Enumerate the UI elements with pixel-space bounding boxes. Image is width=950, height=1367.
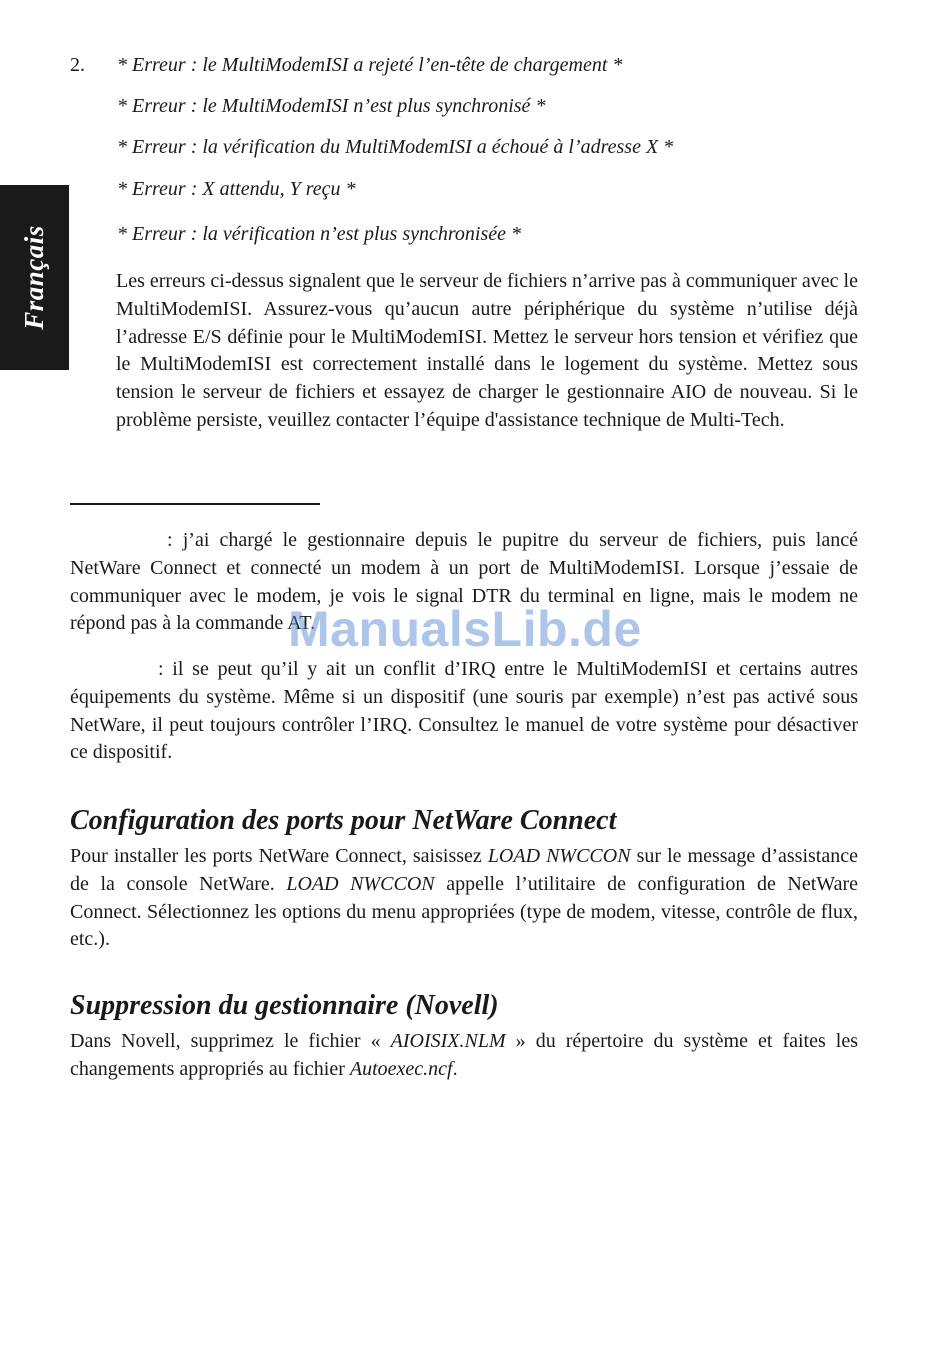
error-message-4: * Erreur : X attendu, Y reçu * bbox=[117, 178, 356, 200]
watermark: ManualsLib.de bbox=[288, 601, 642, 657]
removal-file-1: AIOISIX.NLM bbox=[390, 1030, 506, 1052]
config-command-2: LOAD NWCCON bbox=[286, 872, 435, 895]
removal-text-2: » du répertoire du système et faites les changements appropriés au fichier bbox=[70, 1030, 859, 1080]
removal-file-2: Autoexec.ncf bbox=[349, 1057, 453, 1080]
config-text-3: appelle l’utilitaire de configuration de NetWare Connect. Sélectionnez les options du menu appropriées (type de modem, vitesse, contrôle de flux, etc.). bbox=[70, 872, 858, 951]
problem-text: : j’ai chargé le gestionnaire depuis le pupitre du serveur de fichiers, puis lancé NetWare Connect et connecté un modem à un port de MultiModemISI. Lorsque j’essaie de communiquer avec le modem, je vois le signal DTR du terminal en ligne, mais le modem ne répond pas à la commande AT. bbox=[70, 529, 858, 635]
removal-heading: Suppression du gestionnaire (Novell) bbox=[70, 990, 499, 1021]
solution-text: : il se peut qu’il y ait un conflit d’IRQ entre le MultiModemISI et certains autres équipements du système. Même si un dispositif (une souris par exemple) n’est pas activé sous NetWare, il peut toujours contrôler l’IRQ. Consultez le manuel de votre système pour désactiver ce dispositif. bbox=[70, 658, 858, 764]
config-paragraph bbox=[70, 843, 858, 954]
config-heading: Configuration des ports pour NetWare Connect bbox=[70, 805, 617, 836]
footnote-rule bbox=[70, 503, 320, 505]
config-command-1: LOAD NWCCON bbox=[487, 845, 631, 867]
language-tab-label: Français bbox=[19, 225, 49, 330]
solution-paragraph bbox=[70, 656, 858, 767]
error-message-3: * Erreur : la vérification du MultiModemISI a échoué à l’adresse X * bbox=[117, 136, 674, 158]
removal-text-1: Dans Novell, supprimez le fichier « bbox=[70, 1030, 391, 1052]
list-number: 2. bbox=[70, 54, 85, 76]
removal-text-3: . bbox=[452, 1057, 458, 1080]
language-tab bbox=[0, 185, 69, 370]
config-text-2: sur le message d’assistance de la console NetWare. bbox=[70, 845, 858, 895]
error-message-5: * Erreur : la vérification n’est plus synchronisée * bbox=[117, 223, 522, 245]
removal-paragraph bbox=[70, 1028, 858, 1084]
error-explanation: Les erreurs ci-dessus signalent que le serveur de fichiers n’arrive pas à communiquer avec le MultiModemISI. Assurez-vous qu’aucun autre périphérique du système n’utilise déjà l’adresse E/S définie pour le MultiModemISI. Mettez le serveur hors tension et vérifiez que le MultiModemISI est correctement installé dans le logement du système. Mettez sous tension le serveur de fichiers et essayez de charger le gestionnaire AIO de nouveau. Si le problème persiste, veuillez contacter l’équipe d'assistance technique de Multi-Tech. bbox=[116, 270, 858, 431]
error-message-2: * Erreur : le MultiModemISI n’est plus synchronisé * bbox=[117, 95, 546, 117]
config-text-1: Pour installer les ports NetWare Connect, saisissez bbox=[70, 845, 488, 867]
error-message-1: * Erreur : le MultiModemISI a rejeté l’en-tête de chargement * bbox=[117, 54, 623, 76]
